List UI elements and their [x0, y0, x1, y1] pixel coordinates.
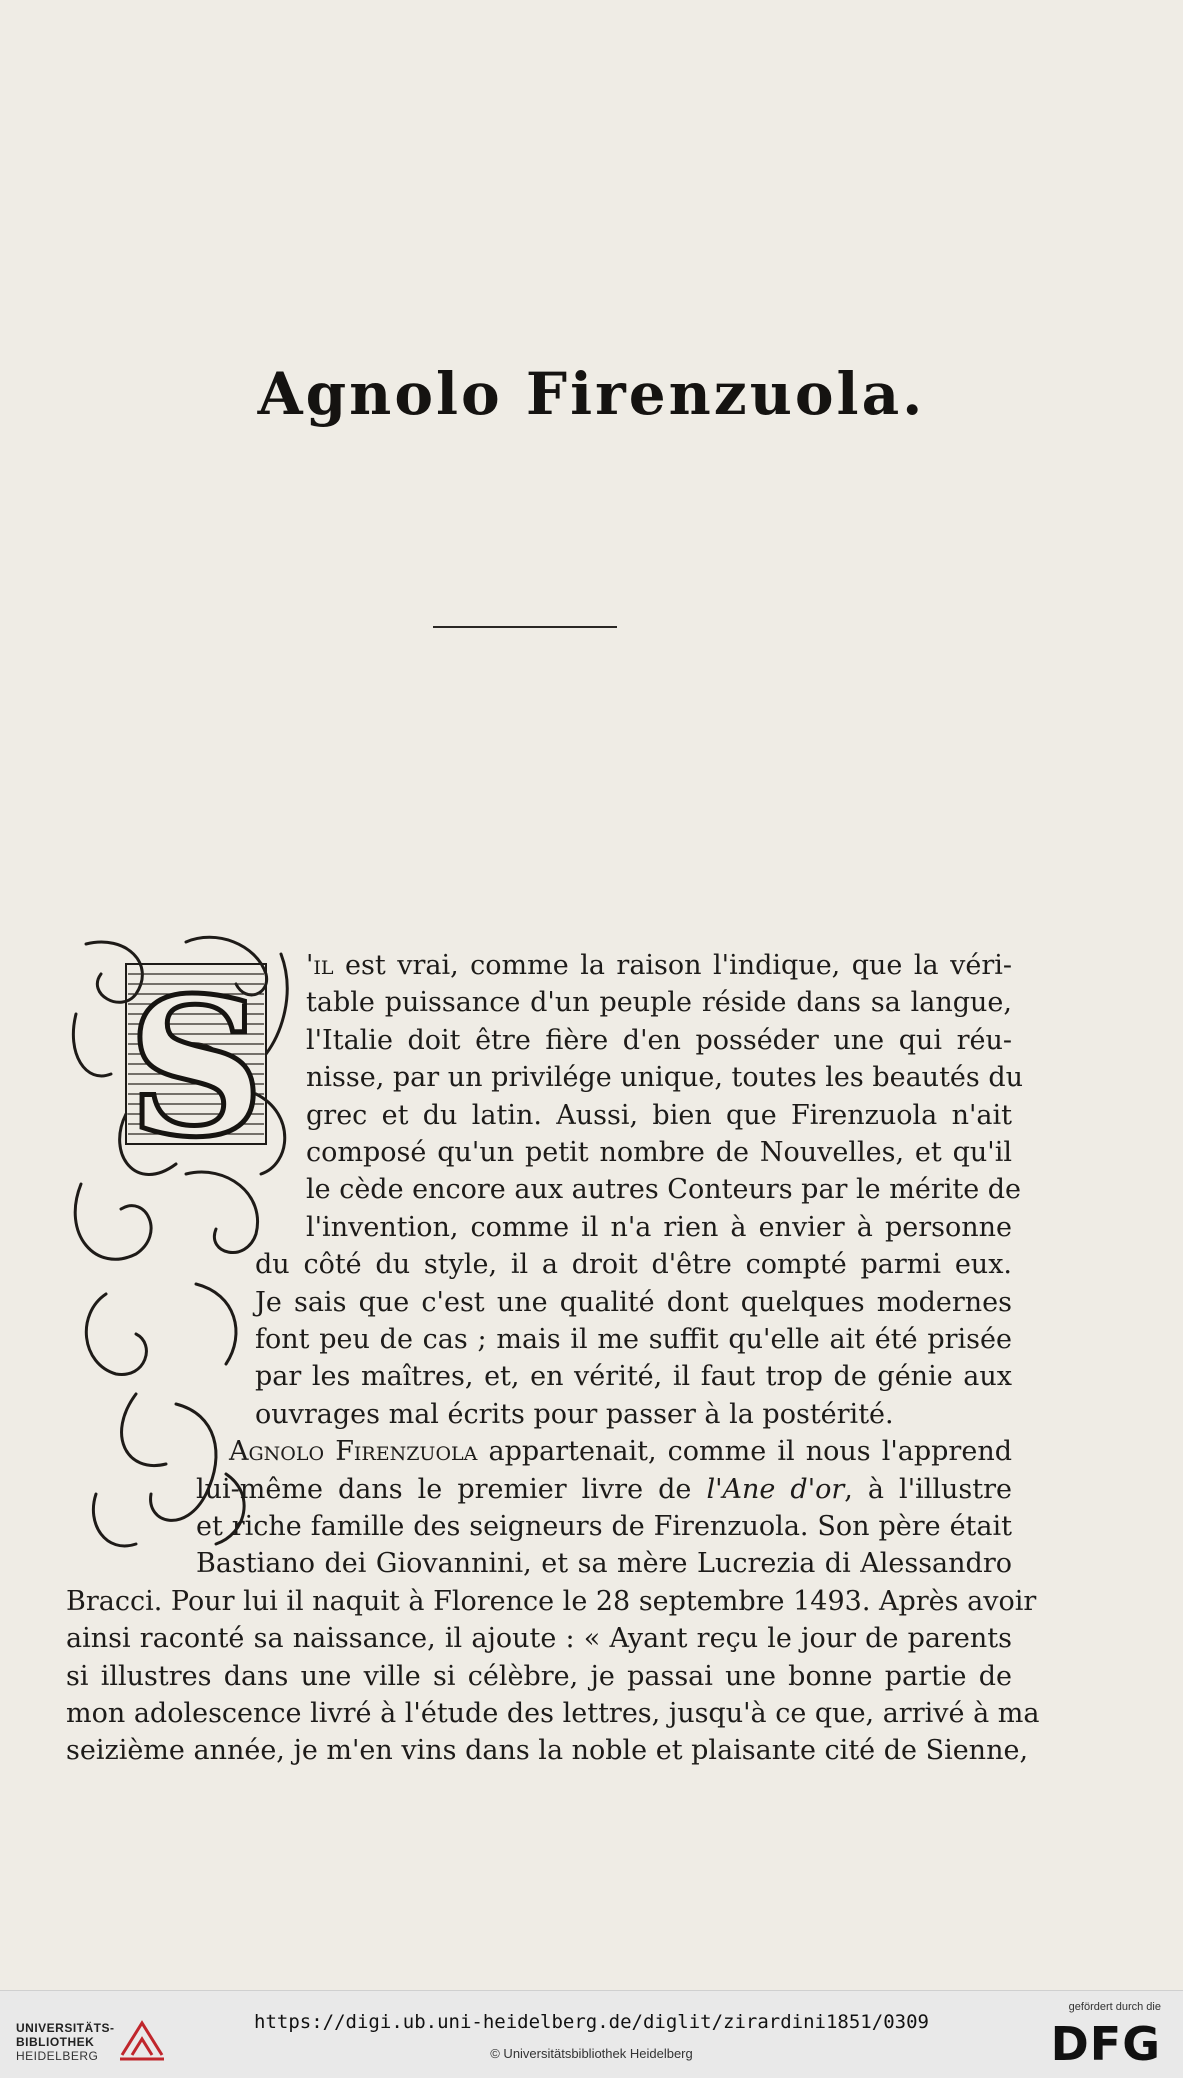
text-line: [306, 985, 1012, 1021]
line-text: grec et du latin. Aussi, bien que Firenzuola n'ait: [306, 1099, 1012, 1131]
text-line: [306, 1172, 1022, 1208]
line-text: ainsi raconté sa naissance, il ajoute : « Ayant reçu le jour de parents: [66, 1623, 1012, 1655]
text-line: [306, 1135, 1012, 1171]
text-line: [196, 1509, 1012, 1545]
line-text: , à l'illustre: [844, 1473, 1012, 1505]
line-text: ouvrages mal écrits pour passer à la postérité.: [255, 1398, 894, 1430]
text-line: [255, 1322, 1012, 1358]
line-text: par les maîtres, et, en vérité, il faut trop de génie aux: [255, 1361, 1012, 1393]
small-caps-text: Agnolo Firenzuola: [229, 1436, 478, 1468]
chapter-title: Agnolo Firenzuola.: [257, 360, 926, 428]
text-line: [306, 1060, 1024, 1096]
drop-cap-letter: S: [127, 956, 265, 1179]
text-line: [66, 1733, 1029, 1769]
text-line: [306, 1023, 1012, 1059]
text-line: [66, 1584, 1037, 1620]
line-text: le cède encore aux autres Conteurs par le mérite de: [306, 1174, 1022, 1206]
text-line: [196, 1472, 1012, 1508]
text-line: [66, 1659, 1012, 1695]
line-text: l'invention, comme il n'a rien à envier à personne: [306, 1211, 1012, 1243]
library-name: UNIVERSITÄTS- BIBLIOTHEK HEIDELBERG: [16, 2021, 115, 2063]
text-line: [255, 1397, 1012, 1433]
line-text: table puissance d'un peuple réside dans sa langue,: [306, 987, 1012, 1019]
text-line: [306, 1210, 1012, 1246]
viewer-footer: [0, 1990, 1183, 2078]
dfg-logo[interactable]: DFG: [1050, 2017, 1161, 2071]
line-text: si illustres dans une ville si célèbre, je passai une bonne partie de: [66, 1660, 1012, 1692]
line-text: composé qu'un petit nombre de Nouvelles, et qu'il: [306, 1137, 1012, 1168]
copyright-notice: © Universitätsbibliothek Heidelberg: [490, 2046, 693, 2061]
title-divider: [433, 626, 617, 628]
line-text: du côté du style, il a droit d'être compté parmi eux.: [255, 1249, 1012, 1281]
text-line: [255, 1359, 1012, 1395]
line-text: nisse, par un privilége unique, toutes les beautés du: [306, 1062, 1024, 1094]
line-text: lui-même dans le premier livre de: [196, 1473, 707, 1505]
text-line: [255, 1285, 1012, 1321]
line-text: Je sais que c'est une qualité dont quelques modernes: [255, 1286, 1012, 1318]
text-line: [255, 1247, 1012, 1283]
sponsor-label: gefördert durch die: [1068, 2001, 1161, 2013]
text-line: [306, 948, 1012, 984]
line-text: est vrai, comme la raison l'indique, que la véri-: [333, 950, 1012, 981]
line-text: Bastiano dei Giovannini, et sa mère Lucrezia di Alessandro: [196, 1548, 1012, 1580]
text-line: [66, 1621, 1012, 1657]
line-text: l'Italie doit être fière d'en posséder une qui réu-: [306, 1024, 1012, 1056]
text-line: [306, 1098, 1012, 1134]
text-line: [196, 1546, 1012, 1582]
page-url-link[interactable]: https://digi.ub.uni-heidelberg.de/diglit/zirardini1851/0309: [254, 2011, 929, 2033]
line-text: font peu de cas ; mais il me suffit qu'elle ait été prisée: [255, 1324, 1012, 1355]
line-text: Bracci. Pour lui il naquit à Florence le 28 septembre 1493. Après avoir: [66, 1585, 1037, 1617]
text-line: [229, 1434, 1012, 1470]
text-line: [66, 1696, 1040, 1732]
small-caps-text: 'il: [306, 950, 334, 981]
italic-title: l'Ane d'or: [706, 1473, 845, 1505]
line-text: seizième année, je m'en vins dans la noble et plaisante cité de Sienne,: [66, 1735, 1029, 1767]
line-text: appartenait, comme il nous l'apprend: [477, 1436, 1012, 1468]
line-text: et riche famille des seigneurs de Firenzuola. Son père était: [196, 1511, 1012, 1542]
line-text: mon adolescence livré à l'étude des lettres, jusqu'à ce que, arrivé à ma: [66, 1698, 1040, 1729]
